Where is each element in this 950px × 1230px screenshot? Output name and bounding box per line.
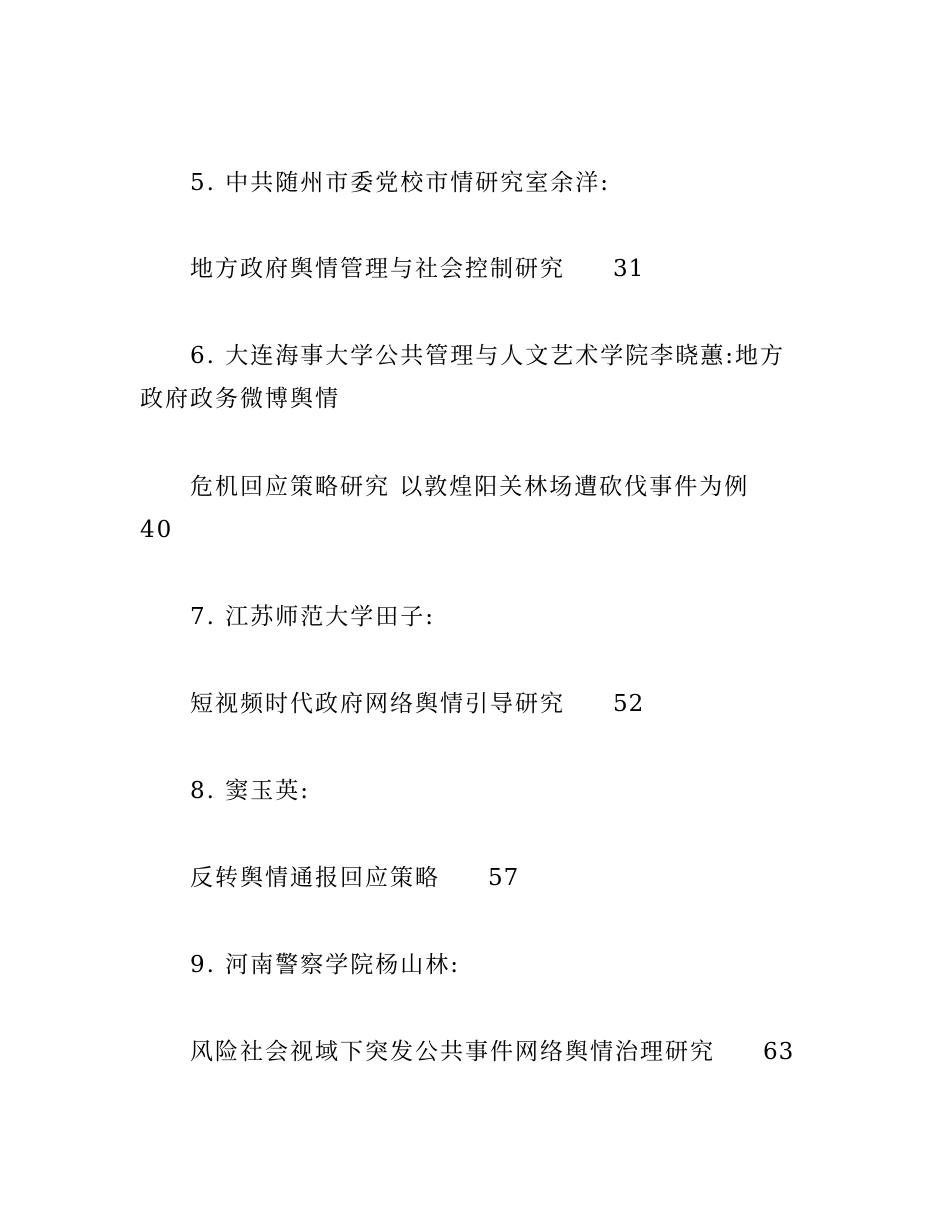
- toc-heading: 7. 江苏师范大学田子:: [190, 604, 436, 630]
- toc-heading: 5. 中共随州市委党校市情研究室余洋:: [190, 170, 611, 196]
- toc-heading: 8. 窦玉英:: [190, 778, 311, 804]
- toc-page-number: 52: [613, 691, 645, 717]
- toc-title-text: 风险社会视域下突发公共事件网络舆情治理研究: [190, 1039, 715, 1065]
- toc-heading: 9. 河南警察学院杨山林:: [190, 952, 461, 978]
- toc-page-number: 31: [613, 256, 645, 282]
- toc-page-number: 40: [140, 517, 174, 543]
- toc-title: [190, 863, 519, 893]
- toc-title-text: 地方政府舆情管理与社会控制研究: [190, 256, 565, 282]
- toc-title: [190, 1037, 794, 1067]
- toc-page-number: 57: [488, 865, 520, 891]
- toc-title-text: 短视频时代政府网络舆情引导研究: [190, 691, 565, 717]
- toc-page-number: 63: [763, 1039, 795, 1065]
- toc-title-text: 反转舆情通报回应策略: [190, 865, 440, 891]
- toc-heading-continuation: 政府政务微博舆情: [140, 386, 340, 412]
- toc-title: 危机回应策略研究 以敦煌阳关林场遭砍伐事件为例: [190, 474, 750, 500]
- toc-heading: 6. 大连海事大学公共管理与人文艺术学院李晓蕙:地方: [190, 343, 786, 369]
- toc-title: [190, 689, 644, 719]
- toc-title: [190, 254, 644, 284]
